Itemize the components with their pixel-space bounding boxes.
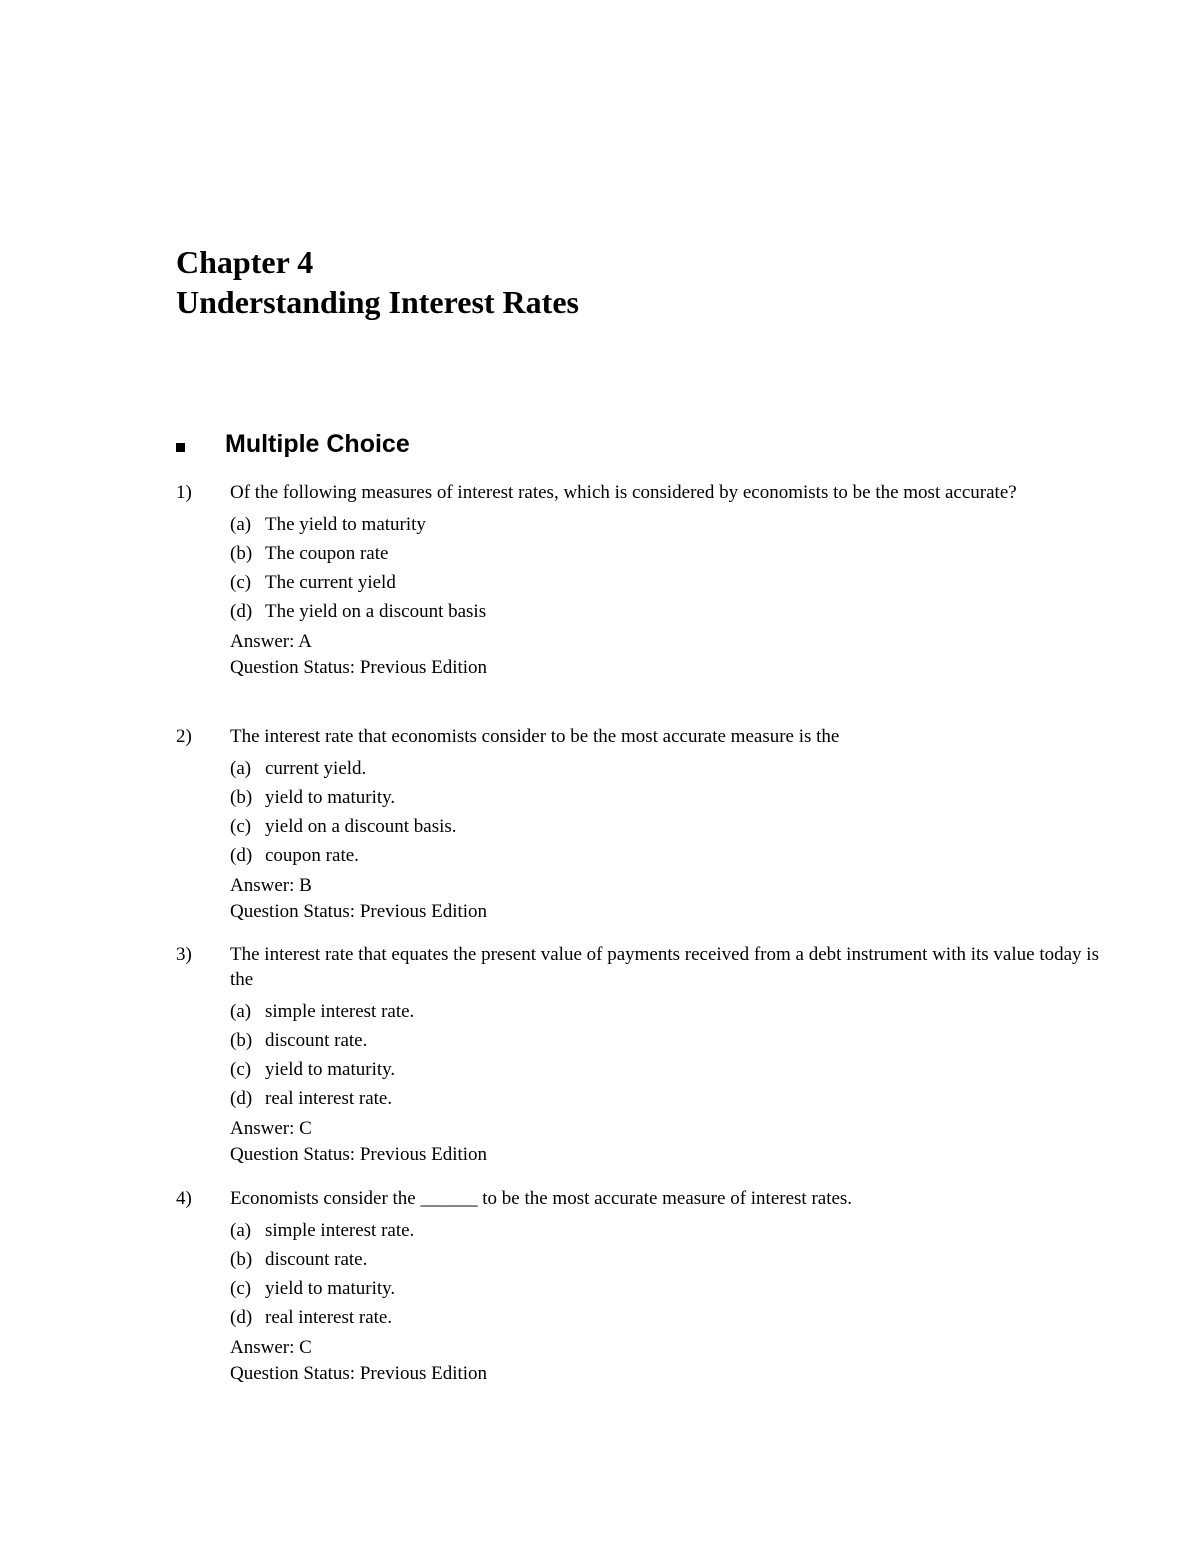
question-body xyxy=(230,1186,1100,1387)
question-number: 1) xyxy=(176,482,192,503)
option-c xyxy=(230,1055,1100,1084)
option-letter: (b) xyxy=(230,543,253,564)
option-list xyxy=(230,510,1100,626)
question-status: Question Status: Previous Edition xyxy=(230,1144,488,1165)
option-b xyxy=(230,1026,1100,1055)
option-text: discount rate. xyxy=(265,1249,368,1270)
option-text: simple interest rate. xyxy=(265,1001,415,1022)
option-c xyxy=(230,812,1100,841)
option-text: The yield to maturity xyxy=(265,514,426,535)
option-text: yield to maturity. xyxy=(265,787,396,808)
option-list xyxy=(230,754,1100,870)
question-stem: Of the following measures of interest rates, which is considered by economists to be the most accurate? xyxy=(230,482,1017,503)
option-letter: (a) xyxy=(230,1220,252,1241)
option-letter: (c) xyxy=(230,816,252,837)
question-stem: The interest rate that economists consider to be the most accurate measure is the xyxy=(230,726,840,747)
chapter-number: Chapter 4 xyxy=(176,244,314,280)
option-a xyxy=(230,1216,1100,1245)
option-letter: (d) xyxy=(230,1307,253,1328)
chapter-title: Understanding Interest Rates xyxy=(176,284,579,320)
answer-block xyxy=(230,1335,1100,1387)
answer-text: Answer: A xyxy=(230,631,312,652)
option-letter: (a) xyxy=(230,514,252,535)
option-letter: (a) xyxy=(230,758,252,779)
option-text: yield on a discount basis. xyxy=(265,816,457,837)
answer-text: Answer: C xyxy=(230,1337,312,1358)
option-b xyxy=(230,539,1100,568)
option-text: The current yield xyxy=(265,572,396,593)
question-body xyxy=(230,480,1100,681)
answer-block xyxy=(230,1116,1100,1168)
question-body xyxy=(230,942,1100,1168)
option-text: coupon rate. xyxy=(265,845,359,866)
question-number: 3) xyxy=(176,944,192,965)
option-text: yield to maturity. xyxy=(265,1059,396,1080)
option-letter: (c) xyxy=(230,1059,252,1080)
option-a xyxy=(230,510,1100,539)
question-body xyxy=(230,724,1100,925)
option-text: The yield on a discount basis xyxy=(265,601,487,622)
option-text: The coupon rate xyxy=(265,543,389,564)
answer-text: Answer: B xyxy=(230,875,312,896)
question-stem: The interest rate that equates the present value of payments received from a debt instrument with its value today is the xyxy=(230,944,1099,990)
option-text: simple interest rate. xyxy=(265,1220,415,1241)
option-a xyxy=(230,754,1100,783)
option-text: discount rate. xyxy=(265,1030,368,1051)
option-b xyxy=(230,783,1100,812)
option-c xyxy=(230,1274,1100,1303)
option-list xyxy=(230,997,1100,1113)
option-letter: (b) xyxy=(230,1030,253,1051)
option-letter: (a) xyxy=(230,1001,252,1022)
question-status: Question Status: Previous Edition xyxy=(230,901,488,922)
option-b xyxy=(230,1245,1100,1274)
option-letter: (d) xyxy=(230,845,253,866)
option-d xyxy=(230,1084,1100,1113)
option-a xyxy=(230,997,1100,1026)
answer-block xyxy=(230,629,1100,681)
option-letter: (c) xyxy=(230,1278,252,1299)
option-c xyxy=(230,568,1100,597)
option-text: current yield. xyxy=(265,758,367,779)
answer-block xyxy=(230,873,1100,925)
option-list xyxy=(230,1216,1100,1332)
answer-text: Answer: C xyxy=(230,1118,312,1139)
question-stem: Economists consider the ______ to be the most accurate measure of interest rates. xyxy=(230,1188,853,1209)
option-d xyxy=(230,597,1100,626)
option-d xyxy=(230,1303,1100,1332)
question-status: Question Status: Previous Edition xyxy=(230,1363,488,1384)
section-title: Multiple Choice xyxy=(225,430,410,458)
option-text: yield to maturity. xyxy=(265,1278,396,1299)
question-number: 4) xyxy=(176,1188,192,1209)
option-letter: (d) xyxy=(230,1088,253,1109)
option-letter: (d) xyxy=(230,601,253,622)
option-letter: (b) xyxy=(230,787,253,808)
question-number: 2) xyxy=(176,726,192,747)
option-d xyxy=(230,841,1100,870)
option-text: real interest rate. xyxy=(265,1088,393,1109)
option-letter: (c) xyxy=(230,572,252,593)
question-status: Question Status: Previous Edition xyxy=(230,657,488,678)
option-letter: (b) xyxy=(230,1249,253,1270)
option-text: real interest rate. xyxy=(265,1307,393,1328)
